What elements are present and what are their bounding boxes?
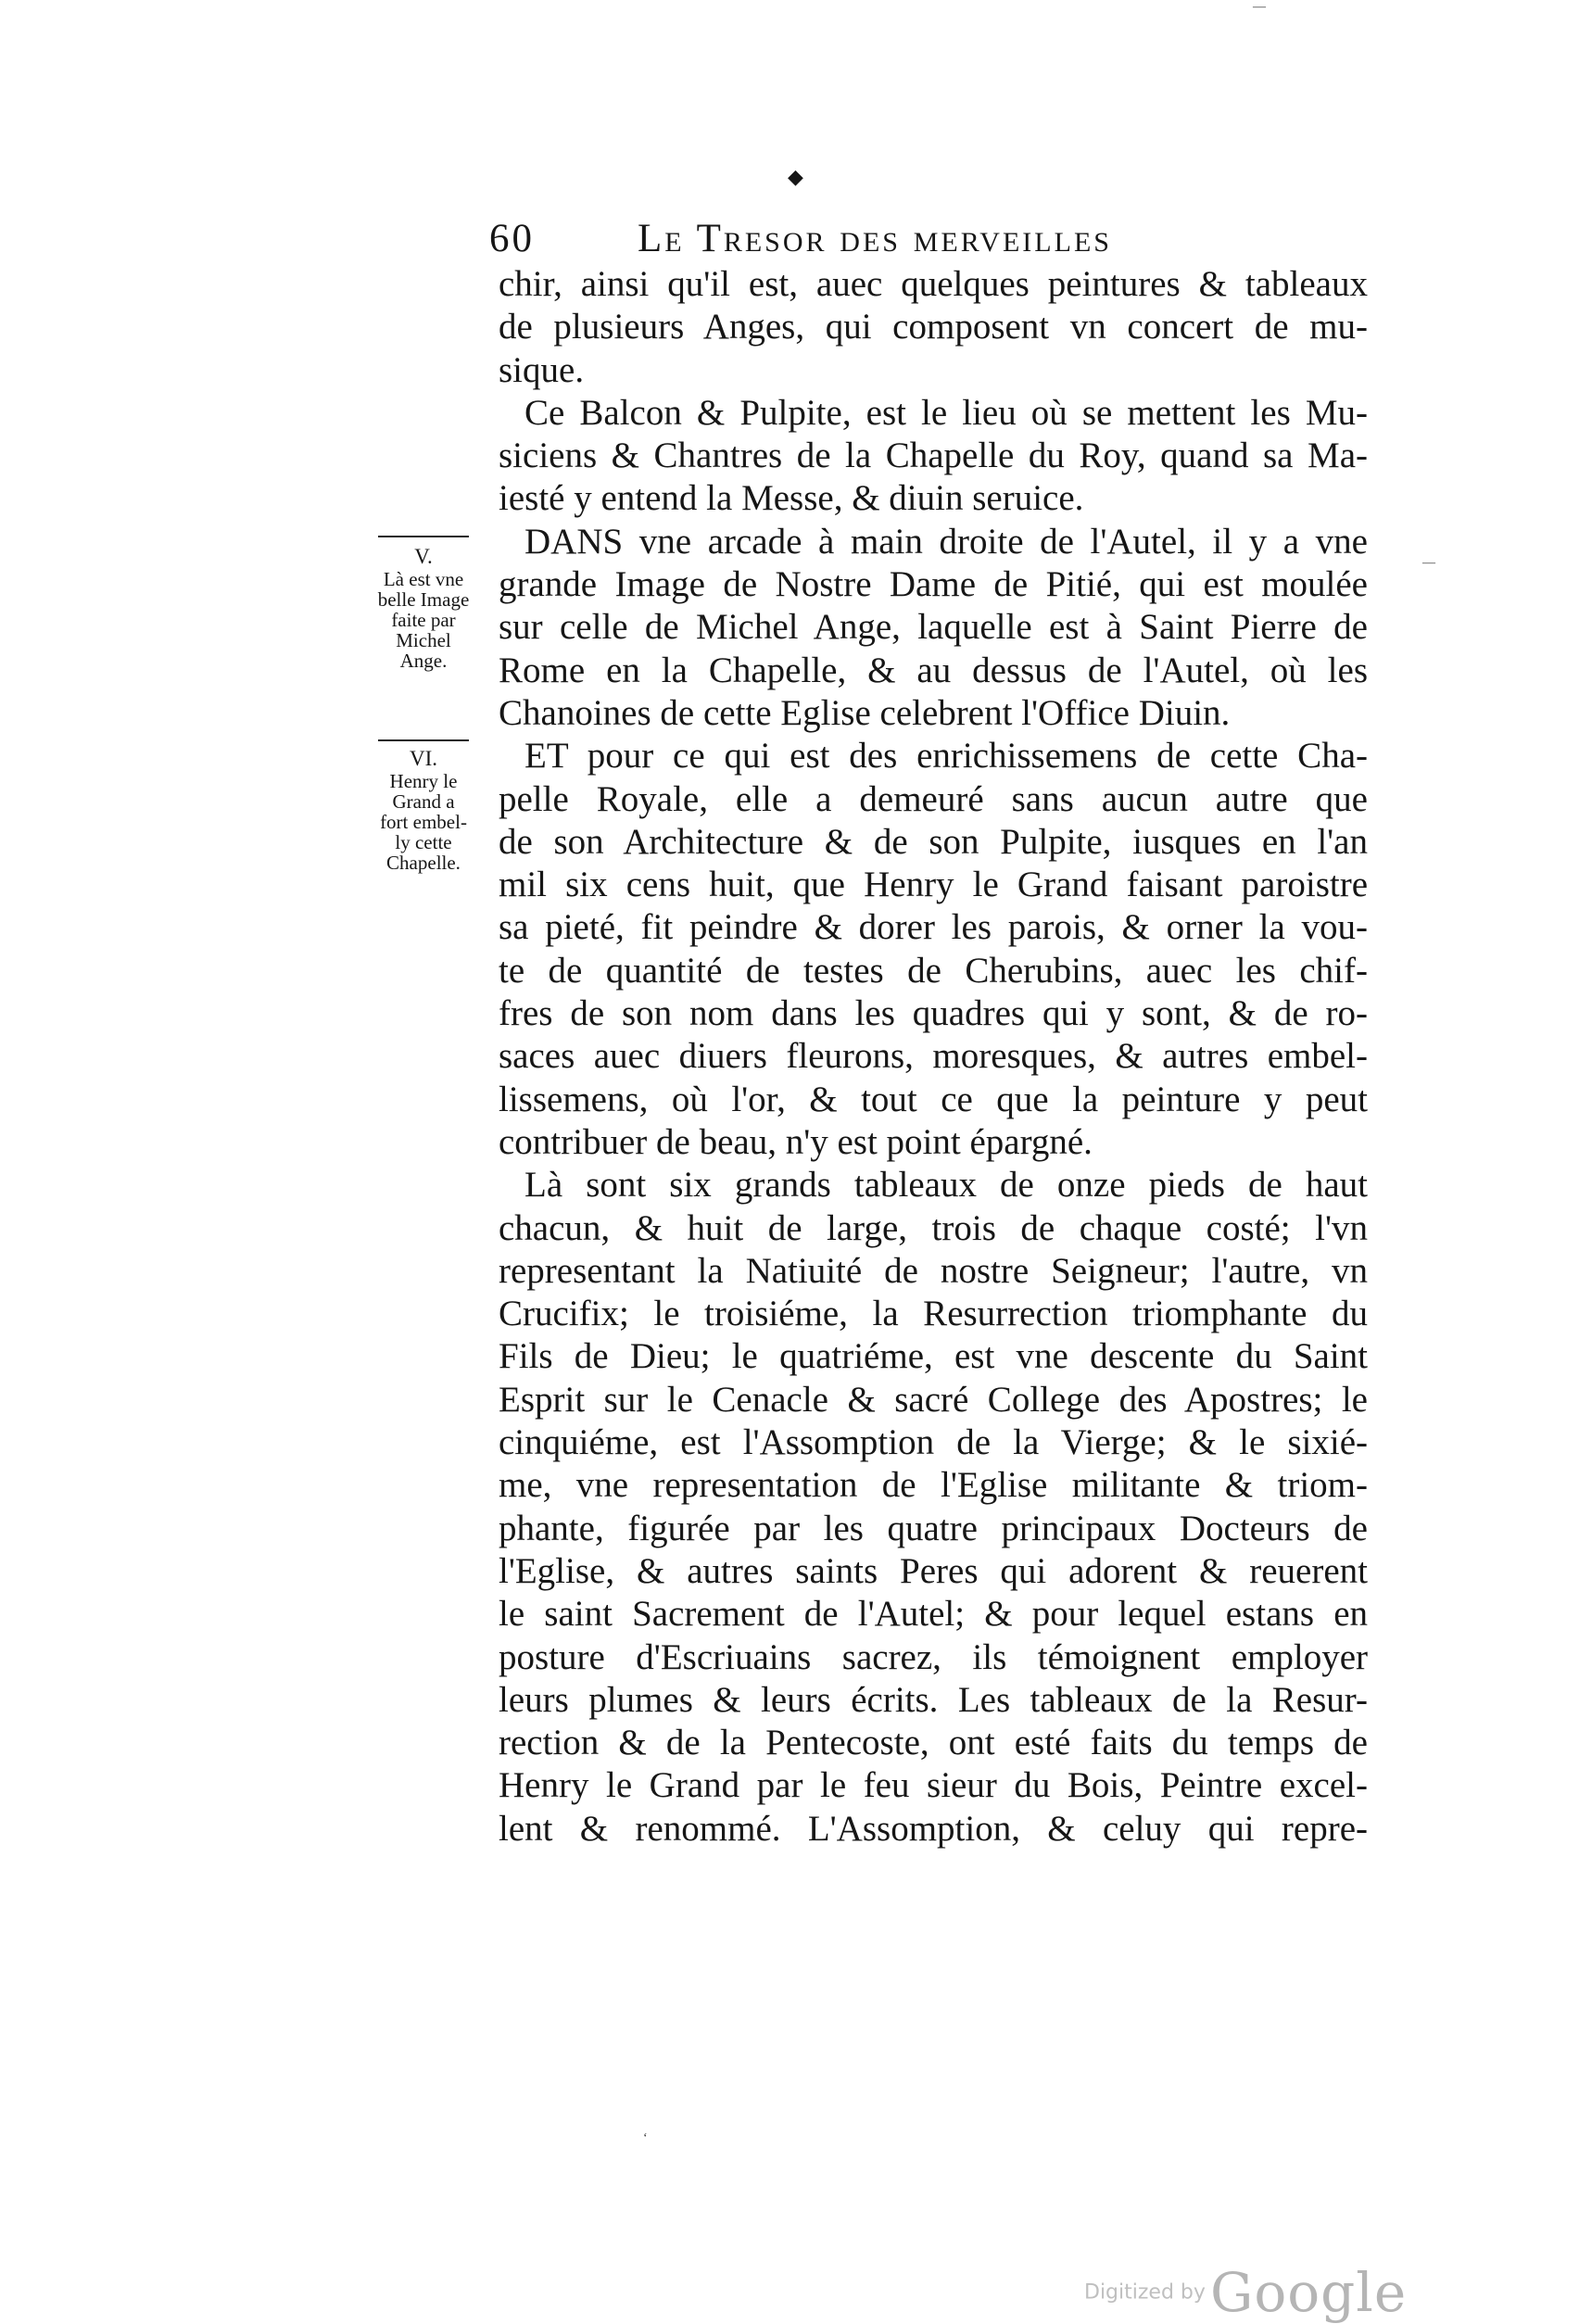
page-header (489, 211, 1268, 267)
margin-note-line: Michel (396, 629, 451, 651)
text-line: chacun, & huit de large, trois de chaque costé; l'vn (499, 1207, 1368, 1248)
margin-note-line: ly cette (395, 831, 452, 853)
google-logo: Google (1210, 2261, 1408, 2324)
text-line: lissemens, où l'or, & tout ce que la peinture y peut (499, 1079, 1368, 1119)
text-line: leurs plumes & leurs écrits. Les tableaux de la Resur- (499, 1679, 1368, 1720)
margin-rule (378, 739, 469, 741)
margin-rule (378, 536, 469, 537)
page-number: 60 (489, 217, 535, 260)
text-line: Rome en la Chapelle, & au dessus de l'Autel, où les (499, 650, 1368, 690)
digitized-by-label: Digitized by (1084, 2280, 1206, 2305)
text-line: posture d'Escriuains sacrez, ils témoignent employer (499, 1636, 1368, 1677)
text-line: de son Architecture & de son Pulpite, iusques en l'an (499, 821, 1368, 862)
text-line: me, vne representation de l'Eglise militante & triom- (499, 1465, 1368, 1506)
digitized-by-watermark (1084, 2261, 1408, 2324)
margin-note-number: V. (414, 545, 433, 568)
body-text (499, 263, 1368, 1850)
ink-speck: — (1422, 556, 1435, 570)
text-line: phante, figurée par les quatre principaux Docteurs de (499, 1508, 1368, 1548)
text-line: representant la Natiuité de nostre Seigneur; l'autre, vn (499, 1250, 1368, 1291)
text-line: DANS vne arcade à main droite de l'Autel, il y a vne (524, 521, 1368, 562)
text-line: sa pieté, fit peindre & dorer les parois, & orner la vou- (499, 907, 1368, 948)
text-line: fres de son nom dans les quadres qui y sont, & de ro- (499, 993, 1368, 1034)
text-line: Crucifix; le troisiéme, la Resurrection triomphante du (499, 1294, 1368, 1334)
text-line: Henry le Grand par le feu sieur du Bois, Peintre excel- (499, 1765, 1368, 1806)
text-line: mil six cens huit, que Henry le Grand faisant paroistre (499, 865, 1368, 905)
margin-note-v (369, 547, 478, 671)
text-line: le saint Sacrement de l'Autel; & pour lequel estans en (499, 1594, 1368, 1635)
text-line: Fils de Dieu; le quatriéme, est vne descente du Saint (499, 1336, 1368, 1377)
text-line: Là sont six grands tableaux de onze pieds de haut (524, 1165, 1368, 1206)
text-line: Ce Balcon & Pulpite, est le lieu où se mettent les Mu- (524, 392, 1368, 433)
margin-note-line: Ange. (399, 650, 448, 672)
text-line: ET pour ce qui est des enrichissemens de cette Cha- (524, 736, 1368, 777)
text-line: saces auec diuers fleurons, moresques, & autres embel- (499, 1036, 1368, 1077)
ink-speck: ‘ (643, 2131, 648, 2145)
text-line: Esprit sur le Cenacle & sacré College des Apostres; le (499, 1379, 1368, 1420)
text-line: grande Image de Nostre Dame de Pitié, qui est moulée (499, 564, 1368, 605)
ornament-mark: ◆ (788, 165, 803, 188)
text-line: iesté y entend la Messe, & diuin seruice. (499, 478, 1084, 519)
text-line: lent & renommé. L'Assomption, & celuy qui repre- (499, 1808, 1368, 1849)
margin-note-line: Grand a (392, 790, 455, 813)
text-line: te de quantité de testes de Cherubins, auec les chif- (499, 950, 1368, 991)
text-line: siciens & Chantres de la Chapelle du Roy, quand sa Ma- (499, 436, 1368, 476)
margin-note-line: belle Image (377, 588, 470, 611)
text-line: rection & de la Pentecoste, ont esté faits du temps de (499, 1723, 1368, 1763)
text-line: contribuer de beau, n'y est point épargné. (499, 1121, 1093, 1162)
margin-note-line: Là est vne (383, 568, 464, 590)
text-line: sur celle de Michel Ange, laquelle est à Saint Pierre de (499, 607, 1368, 648)
text-line: sique. (499, 349, 585, 390)
text-line: pelle Royale, elle a demeuré sans aucun autre que (499, 778, 1368, 819)
margin-note-number: VI. (409, 747, 438, 770)
margin-note-line: fort embel- (380, 811, 467, 833)
running-title: Le Tresor des merveilles (638, 217, 1112, 260)
ink-speck: — (1253, 0, 1266, 14)
text-line: l'Eglise, & autres saints Peres qui adorent & reuerent (499, 1550, 1368, 1591)
margin-note-line: faite par (391, 609, 456, 631)
margin-note-vi (369, 749, 478, 873)
text-line: Chanoines de cette Eglise celebrent l'Office Diuin. (499, 692, 1231, 733)
text-line: chir, ainsi qu'il est, auec quelques peintures & tableaux (499, 264, 1368, 304)
margin-note-line: Chapelle. (386, 852, 461, 874)
text-line: cinquiéme, est l'Assomption de la Vierge; & le sixié- (499, 1422, 1368, 1463)
margin-note-line: Henry le (389, 770, 458, 792)
text-line: de plusieurs Anges, qui composent vn concert de mu- (499, 307, 1368, 347)
